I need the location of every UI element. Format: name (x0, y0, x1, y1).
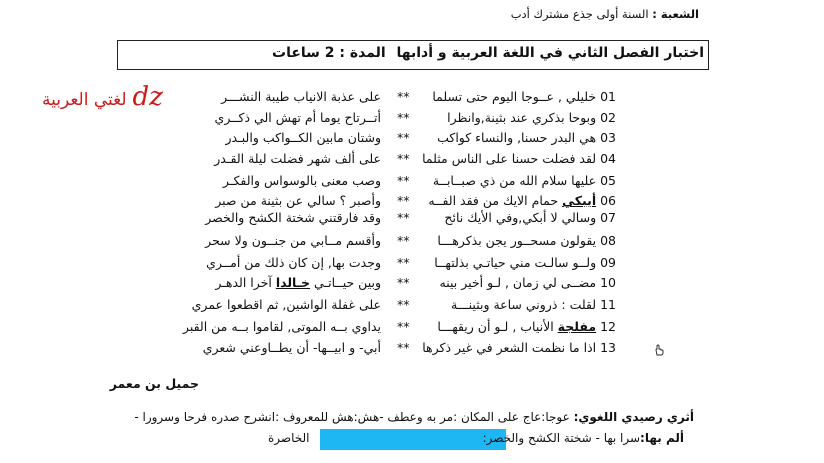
verse-row-02 (0, 110, 824, 132)
verse-separator: ** (397, 275, 410, 290)
highlight-mark (320, 429, 506, 450)
verse-separator: ** (397, 151, 410, 166)
verse-text: آخرا الدهـر (215, 275, 276, 290)
underlined-word: مفلجة (557, 319, 597, 334)
verse-row-03 (0, 130, 824, 152)
verse-second-hemistich: أتــرتاح يوما أم تهش الي ذكــري (214, 110, 381, 125)
verse-number: 06 (596, 193, 616, 208)
verse-row-12 (0, 319, 824, 341)
verse-first-hemistich (428, 193, 616, 208)
verse-text: حمام الايك من فقد الفــه (428, 193, 563, 208)
underlined-word: أيبكي (562, 193, 597, 208)
verse-second-hemistich: على ألف شهر فضلت ليلة القـدر (214, 151, 381, 166)
vocabulary-label: أثري رصيدي اللغوي: (573, 410, 694, 424)
verse-row-04 (0, 151, 824, 173)
verse-second-hemistich: وأقسم مــابي من جنــون ولا سحر (205, 233, 381, 248)
verse-separator: ** (397, 110, 410, 125)
verse-row-11 (0, 297, 824, 319)
verse-second-hemistich (215, 275, 381, 290)
verse-separator: ** (397, 89, 410, 104)
verse-first-hemistich: 05 عليها سلام الله من ذي صبــابــة (432, 173, 616, 188)
verse-separator: ** (397, 255, 410, 270)
verse-text: الأنياب , لـو أن ريقهـــا (437, 319, 558, 334)
verse-second-hemistich: وأصبر ؟ سالي عن بثينة من صبر (215, 193, 381, 208)
poet-name: جميل بن معمر (109, 376, 199, 391)
verse-first-hemistich: 13 اذا ما نظمت الشعر في غير ذكرها (422, 340, 616, 355)
verse-row-01 (0, 89, 824, 111)
verse-first-hemistich: 02 وبوحا بذكري عند بثينة,وانظرا (447, 110, 616, 125)
verse-text: وبين حيــاتـي (310, 275, 381, 290)
logo-arabic: لغتي العربية (42, 90, 127, 110)
verse-second-hemistich: وقد فارقتني شختة الكشح والخصر (205, 210, 381, 225)
verse-separator: ** (397, 233, 410, 248)
logo-latin: dz (132, 82, 163, 112)
verse-separator: ** (397, 319, 410, 334)
verse-separator: ** (397, 130, 410, 145)
verse-second-hemistich: يداوي بــه الموتى, لقاموا بــه من القبر (182, 319, 381, 334)
exam-title: اختبار الفصل الثاني في اللغة العربية و أدابها (396, 45, 704, 61)
verse-separator: ** (397, 340, 410, 355)
verse-row-05 (0, 173, 824, 195)
verse-first-hemistich: 07 وسالي لا أبكي,وفي الأيك نائح (444, 210, 616, 225)
verse-second-hemistich: وجدت بها, إن كان ذلك من أمــري (206, 255, 381, 270)
verse-first-hemistich: 10 مضــى لي زمان , لـو أخير بينه (439, 275, 616, 290)
vocabulary-text: سرا بها - شختة الكشح والخصر: (482, 431, 641, 445)
verse-row-09 (0, 255, 824, 277)
vocabulary-line-2 (483, 431, 684, 445)
verse-second-hemistich: على غفلة الواشين, ثم اقطعوا عمري (191, 297, 381, 312)
verse-row-10 (0, 275, 824, 297)
verse-second-hemistich: وشتان مابين الكــواكب والبـدر (225, 130, 381, 145)
class-header (511, 7, 699, 21)
verse-separator: ** (397, 297, 410, 312)
verse-first-hemistich: 01 خليلي , عــوجا اليوم حتى تسلما (432, 89, 616, 104)
hand-cursor-icon (653, 344, 665, 359)
verse-first-hemistich (437, 319, 616, 334)
verse-separator: ** (397, 193, 410, 208)
exam-duration: المدة : 2 ساعات (272, 45, 386, 61)
verse-row-07 (0, 210, 824, 232)
verse-row-08 (0, 233, 824, 255)
verse-first-hemistich: 04 لقد فضلت حسنا على الناس مثلما (422, 151, 616, 166)
verse-separator: ** (397, 210, 410, 225)
verse-second-hemistich: أبي- و ابيــها- أن يطــاوعني شعري (202, 340, 381, 355)
verse-first-hemistich: 08 يقولون مسحــور يجن بذكرهـــا (437, 233, 616, 248)
verse-first-hemistich: 03 هي البدر حسنا, والنساء كواكب (437, 130, 616, 145)
vocabulary-line-1 (134, 410, 694, 424)
vocabulary-text: عوجا:عاج على المكان :مر به وعطف -هش:هش للمعروف :انشرح صدره فرحا وسرورا - (134, 410, 570, 424)
vocabulary-term: ألم بها: (640, 431, 684, 445)
verse-first-hemistich: 09 ولــو سالـت مني حياتـي بذلتهــا (434, 255, 616, 270)
class-label: الشعبة : (652, 7, 699, 21)
verse-separator: ** (397, 173, 410, 188)
verse-first-hemistich: 11 لقلت : ذروني ساعة وبثينـــة (450, 297, 616, 312)
verse-number: 12 (596, 319, 616, 334)
verse-second-hemistich: على عذبة الانياب طيبة النشـــر (221, 89, 381, 104)
verse-row-13 (0, 340, 824, 362)
class-value: السنة أولى جذع مشترك أدب (510, 7, 649, 21)
vocabulary-line-2-end: الخاصرة (268, 431, 310, 445)
verse-second-hemistich: وصب معنى بالوسواس والفكـر (222, 173, 381, 188)
underlined-word: خـالدا (275, 275, 311, 290)
